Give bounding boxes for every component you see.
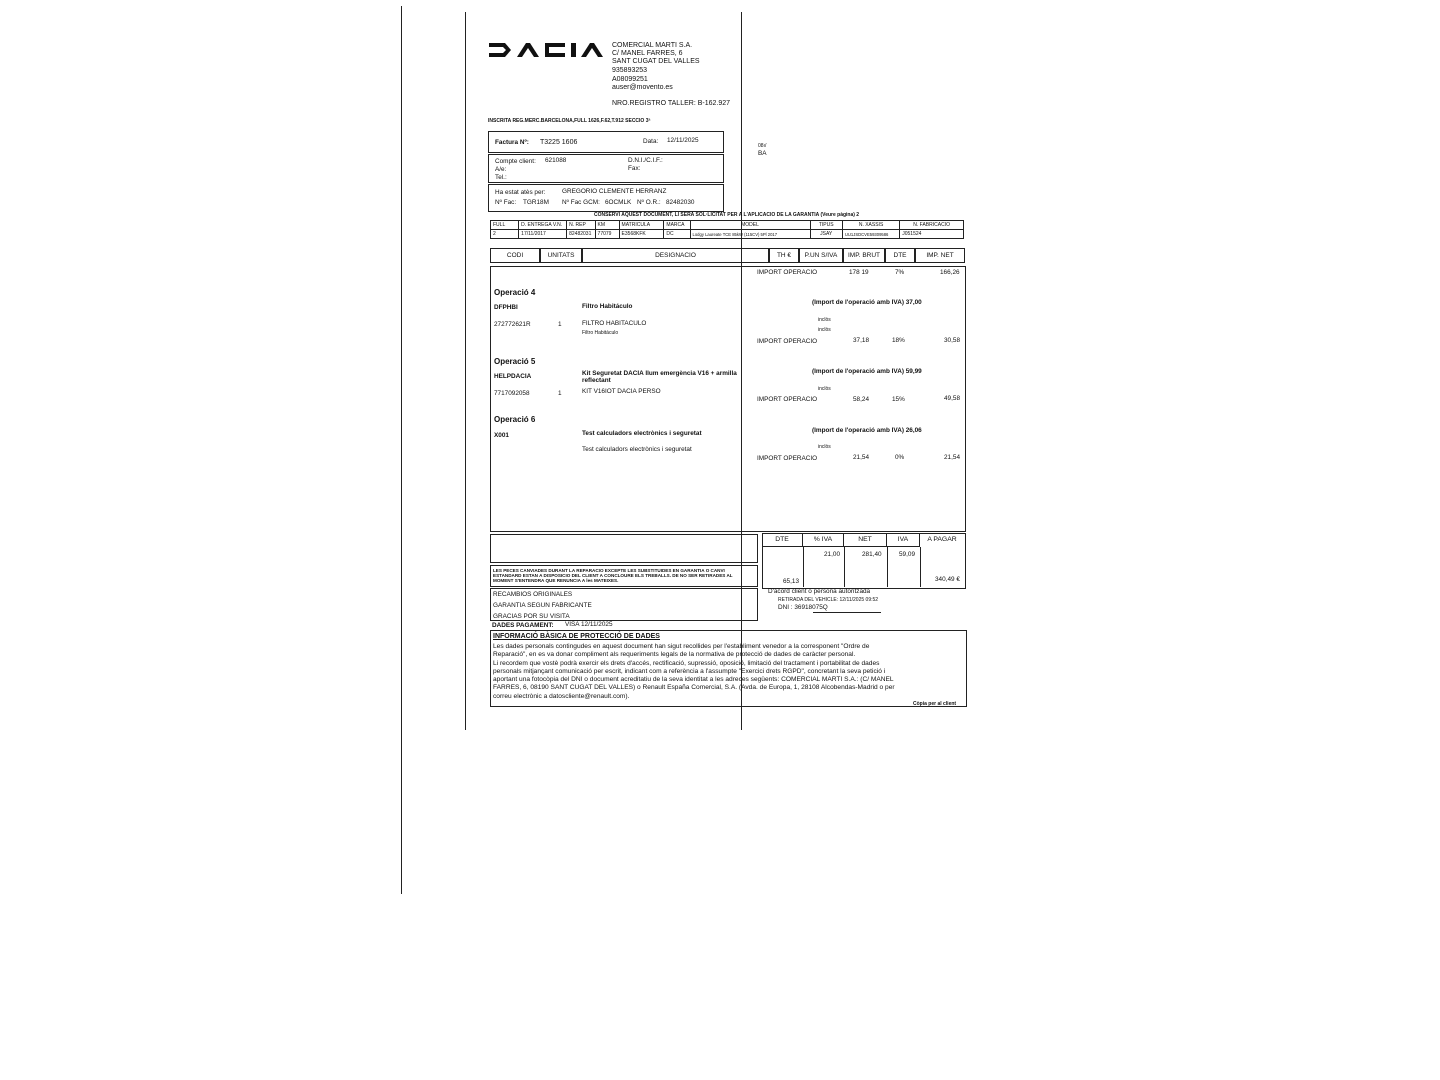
op6-import: (Import de l'operació amb IVA) 26,06 — [812, 427, 922, 434]
vehicle-value-cell: J051524 — [900, 230, 964, 239]
col-brut: IMP. BRUT — [843, 248, 885, 263]
fax-label: Fax: — [628, 165, 641, 172]
vehicle-value-cell: DC — [664, 230, 690, 239]
op4-import-label: IMPORT OPERACIO — [757, 338, 818, 345]
vehicle-header-cell: FULL — [491, 221, 519, 230]
retirada-text: RETIRADA DEL VEHICLE: 12/11/2025 09:52 — [778, 597, 879, 603]
vehicle-header-cell: KM — [595, 221, 619, 230]
data-protection-line: correu electrònic a datoscliente@renault.com). — [493, 692, 630, 700]
or-value: 82482030 — [666, 199, 695, 206]
col-pun: P.UN S/IVA — [799, 248, 843, 263]
vehicle-value-cell: 77079 — [595, 230, 619, 239]
op5-net: 49,58 — [944, 395, 960, 402]
dni-label: D.N.I./C.I.F.: — [628, 157, 663, 164]
attended-label: Ha estat atès per: — [495, 189, 546, 196]
totals-divider-2 — [844, 547, 845, 587]
data-protection-title: INFORMACIÓ BÀSICA DE PROTECCIÓ DE DADES — [493, 633, 660, 640]
totals-iva-header: IVA — [887, 534, 920, 547]
data-protection-line: Li recordem que vostè podrà exercir els drets d'accés, rectificació, supressió, oposició, limitació del tractament i portabilitat de dades — [493, 659, 880, 667]
top-net: 166,26 — [940, 269, 960, 276]
op6-brut: 21,54 — [853, 454, 869, 461]
op6-net: 21,54 — [944, 454, 960, 461]
vehicle-table — [490, 220, 964, 239]
gracias-text: GRACIAS POR SU VISITA — [493, 613, 570, 620]
peces-notice: LES PECES CANVIADES DURANT LA REPARACIO EXCEPTE LES SUBSTITUIDES EN GARANTIA O CANVI ESTANDARD ESTAN A DISPOSICIO DEL CLIENT A CONCLOURE ELS TREBALLS. DE NO SER RETIRADES AL MOMENT S'ENTENDRA QUE RENUNCIA A les MATEIXES. — [493, 568, 733, 583]
totals-iva-pct-header: % IVA — [803, 534, 844, 547]
data-label: Data: — [643, 138, 659, 145]
op5-desc: KIT V16IOT DACIA PERSO — [582, 388, 661, 395]
vehicle-value-cell: 17/11/2017 — [519, 230, 567, 239]
vehicle-value-cell: JSAY — [810, 230, 842, 239]
op4-included-2: inclòs — [818, 327, 831, 333]
company-phone: 935893253 — [612, 67, 648, 74]
op4-dte: 18% — [892, 337, 905, 344]
vehicle-header-cell: MODEL — [690, 221, 810, 230]
op4-desc2: Filtro Habitáculo — [582, 330, 619, 336]
op5-title-2: reflectant — [582, 377, 611, 384]
attended-value: GREGORIO CLEMENTE HERRANZ — [562, 188, 667, 195]
op5-label: Operació 5 — [494, 357, 536, 366]
op5-included: inclòs — [818, 386, 831, 392]
copia-client: Còpia per al client — [913, 701, 957, 707]
gcm-label: Nº Fac GCM: — [562, 199, 600, 206]
tel-label: Tel.: — [495, 174, 507, 181]
op5-units: 1 — [558, 390, 562, 397]
or-label: Nº O.R.: — [637, 199, 661, 206]
vehicle-header-cell: N. REP — [567, 221, 595, 230]
vehicle-header-cell: D. ENTREGA V.N. — [519, 221, 567, 230]
guarantee-notice: CONSERVI AQUEST DOCUMENT, LI SERA SOL·LICITAT PER A L'APLICACIO DE LA GARANTIA (Veure pàgina) 2 — [594, 212, 860, 218]
totals-net: 281,40 — [862, 551, 882, 558]
pagament-value: VISA 12/11/2025 — [565, 621, 613, 628]
compte-label: Compte client: — [495, 158, 536, 165]
col-codi: CODI — [490, 248, 540, 263]
top-brut: 178 19 — [849, 269, 869, 276]
col-dte: DTE — [885, 248, 915, 263]
op6-title: Test calculadors electrònics i seguretat — [582, 430, 702, 437]
ate-label: A/e: — [495, 166, 507, 173]
company-name: COMERCIAL MARTI S.A. — [612, 42, 693, 49]
op5-brut: 58,24 — [853, 396, 869, 403]
vehicle-header-cell: MARCA — [664, 221, 690, 230]
col-net: IMP. NET — [915, 248, 965, 263]
op4-brut: 37,18 — [853, 337, 869, 344]
vehicle-header-cell: MATRICULA — [619, 221, 664, 230]
op5-import-label: IMPORT OPERACIO — [757, 396, 818, 403]
op5-code: HELPDACIA — [494, 373, 532, 380]
op5-title: Kit Seguretat DACIA llum emergència V16 + armilla — [582, 370, 737, 377]
factura-label: Factura Nº: — [495, 139, 529, 146]
vehicle-value-cell: E3568KFK — [619, 230, 664, 239]
op4-net: 30,58 — [944, 337, 960, 344]
totals-iva: 59,09 — [899, 551, 915, 558]
op4-code: DFPHBI — [494, 304, 518, 311]
garantia-text: GARANTIA SEGUN FABRICANTE — [493, 602, 592, 609]
side-note-2: BA — [758, 150, 767, 157]
data-protection-line: FARRES, 6, 08190 SANT CUGAT DEL VALLES) o Renault España Comercial, S.A. (Avda. de Europa, 1, 28108 Alcobendas-Madrid o per — [493, 684, 895, 692]
op5-ref: 7717092058 — [494, 390, 530, 397]
company-cif: A08099251 — [612, 76, 648, 83]
side-note-1: 08ı/ — [758, 143, 767, 149]
data-protection-text — [493, 643, 961, 701]
company-email: auser@movento.es — [612, 84, 673, 91]
op4-desc: FILTRO HABITACULO — [582, 320, 647, 327]
vehicle-header-row — [491, 221, 964, 230]
top-dte: 7% — [895, 269, 905, 276]
nfac-value: TGR18M — [523, 199, 549, 206]
vehicle-header-cell: N. FABRICACIO — [900, 221, 964, 230]
vehicle-value-cell: 2 — [491, 230, 519, 239]
observations-box — [490, 534, 758, 563]
totals-divider-4 — [920, 547, 921, 587]
op5-import: (Import de l'operació amb IVA) 59,99 — [812, 368, 922, 375]
registry-mercantil: INSCRITA REG.MERC.BARCELONA,FULL 1626,F.62,T.912 SECCIO 3ª — [488, 118, 651, 124]
totals-iva-pct: 21,00 — [824, 551, 840, 558]
vehicle-value-cell: UU1JSDCVE59309586 — [842, 230, 899, 239]
totals-dte: 65,13 — [783, 578, 799, 585]
col-unitats: UNITATS — [540, 248, 582, 263]
totals-divider-1 — [803, 547, 804, 587]
op4-included-1: inclòs — [818, 317, 831, 323]
op4-title: Filtro Habitáculo — [582, 303, 633, 310]
vehicle-header-cell: TIPUS — [810, 221, 842, 230]
vehicle-header-cell: N. XASSIS — [842, 221, 899, 230]
pagament-label: DADES PAGAMENT: — [492, 622, 554, 629]
vehicle-value-cell: Lodgy Laureate TCE 85kW (115CV) 5Pl 2017 — [690, 230, 810, 239]
data-protection-line: personals mitjançant comunicació per escrit, indicant com a referència a l'assumpte "Exercici drets RGPD", concretant la seva petició i — [493, 667, 886, 675]
op5-dte: 15% — [892, 396, 905, 403]
data-protection-line: aportant una fotocòpia del DNI o document acreditatiu de la seva identitat a les adreces següents: COMERCIAL MARTI S.A.: (C/ MANEL — [493, 676, 894, 684]
op4-label: Operació 4 — [494, 288, 536, 297]
recambios-text: RECAMBIOS ORIGINALES — [493, 591, 573, 598]
top-import-label: IMPORT OPERACIO — [757, 269, 818, 276]
company-registry: NRO.REGISTRO TALLER: B-162.927 — [612, 100, 731, 107]
dni-text: DNI : 36918075Q — [778, 604, 828, 611]
op6-import-label: IMPORT OPERACIO — [757, 455, 818, 462]
scan-edge-left — [401, 6, 402, 894]
totals-net-header: NET — [844, 534, 887, 547]
op6-label: Operació 6 — [494, 415, 536, 424]
op6-dte: 0% — [895, 454, 905, 461]
factura-value: T3225 1606 — [540, 139, 578, 146]
vehicle-value-row — [491, 230, 964, 239]
col-designacio: DESIGNACIO — [582, 248, 769, 263]
nfac-label: Nº Fac: — [495, 199, 517, 206]
op6-desc: Test calculadors electrònics i seguretat — [582, 446, 692, 453]
op6-included: inclòs — [818, 444, 831, 450]
totals-pagar: 340,49 € — [935, 576, 960, 583]
op4-ref: 272772621R — [494, 321, 531, 328]
data-value: 12/11/2025 — [667, 137, 699, 144]
op4-units: 1 — [558, 321, 562, 328]
vehicle-value-cell: 82482031 — [567, 230, 595, 239]
acord-text: D'acord client o persona autoritzada — [768, 588, 871, 595]
data-protection-line: Reparació", en es va donar compliment als requeriments legals de la normativa de protecció de dades de caràcter personal. — [493, 651, 856, 659]
totals-pagar-header: A PAGAR — [927, 536, 957, 543]
company-address-2: SANT CUGAT DEL VALLES — [612, 58, 700, 65]
dni-underline — [813, 612, 881, 613]
compte-value: 621088 — [545, 157, 567, 164]
company-address-1: C/ MANEL FARRES, 6 — [612, 50, 683, 57]
col-th: TH € — [769, 248, 799, 263]
gcm-value: 6OCMLK — [605, 199, 632, 206]
data-protection-line: Les dades personals contingudes en aquest document han sigut recollides per l'establiment venedor a la corresponent "Ordre de — [493, 643, 870, 650]
op4-import: (Import de l'operació amb IVA) 37,00 — [812, 299, 922, 306]
dacia-logo — [487, 41, 605, 64]
op6-code: X001 — [494, 432, 509, 439]
totals-dte-header: DTE — [762, 534, 803, 547]
paper-edge-left — [465, 12, 466, 730]
totals-divider-3 — [887, 547, 888, 587]
